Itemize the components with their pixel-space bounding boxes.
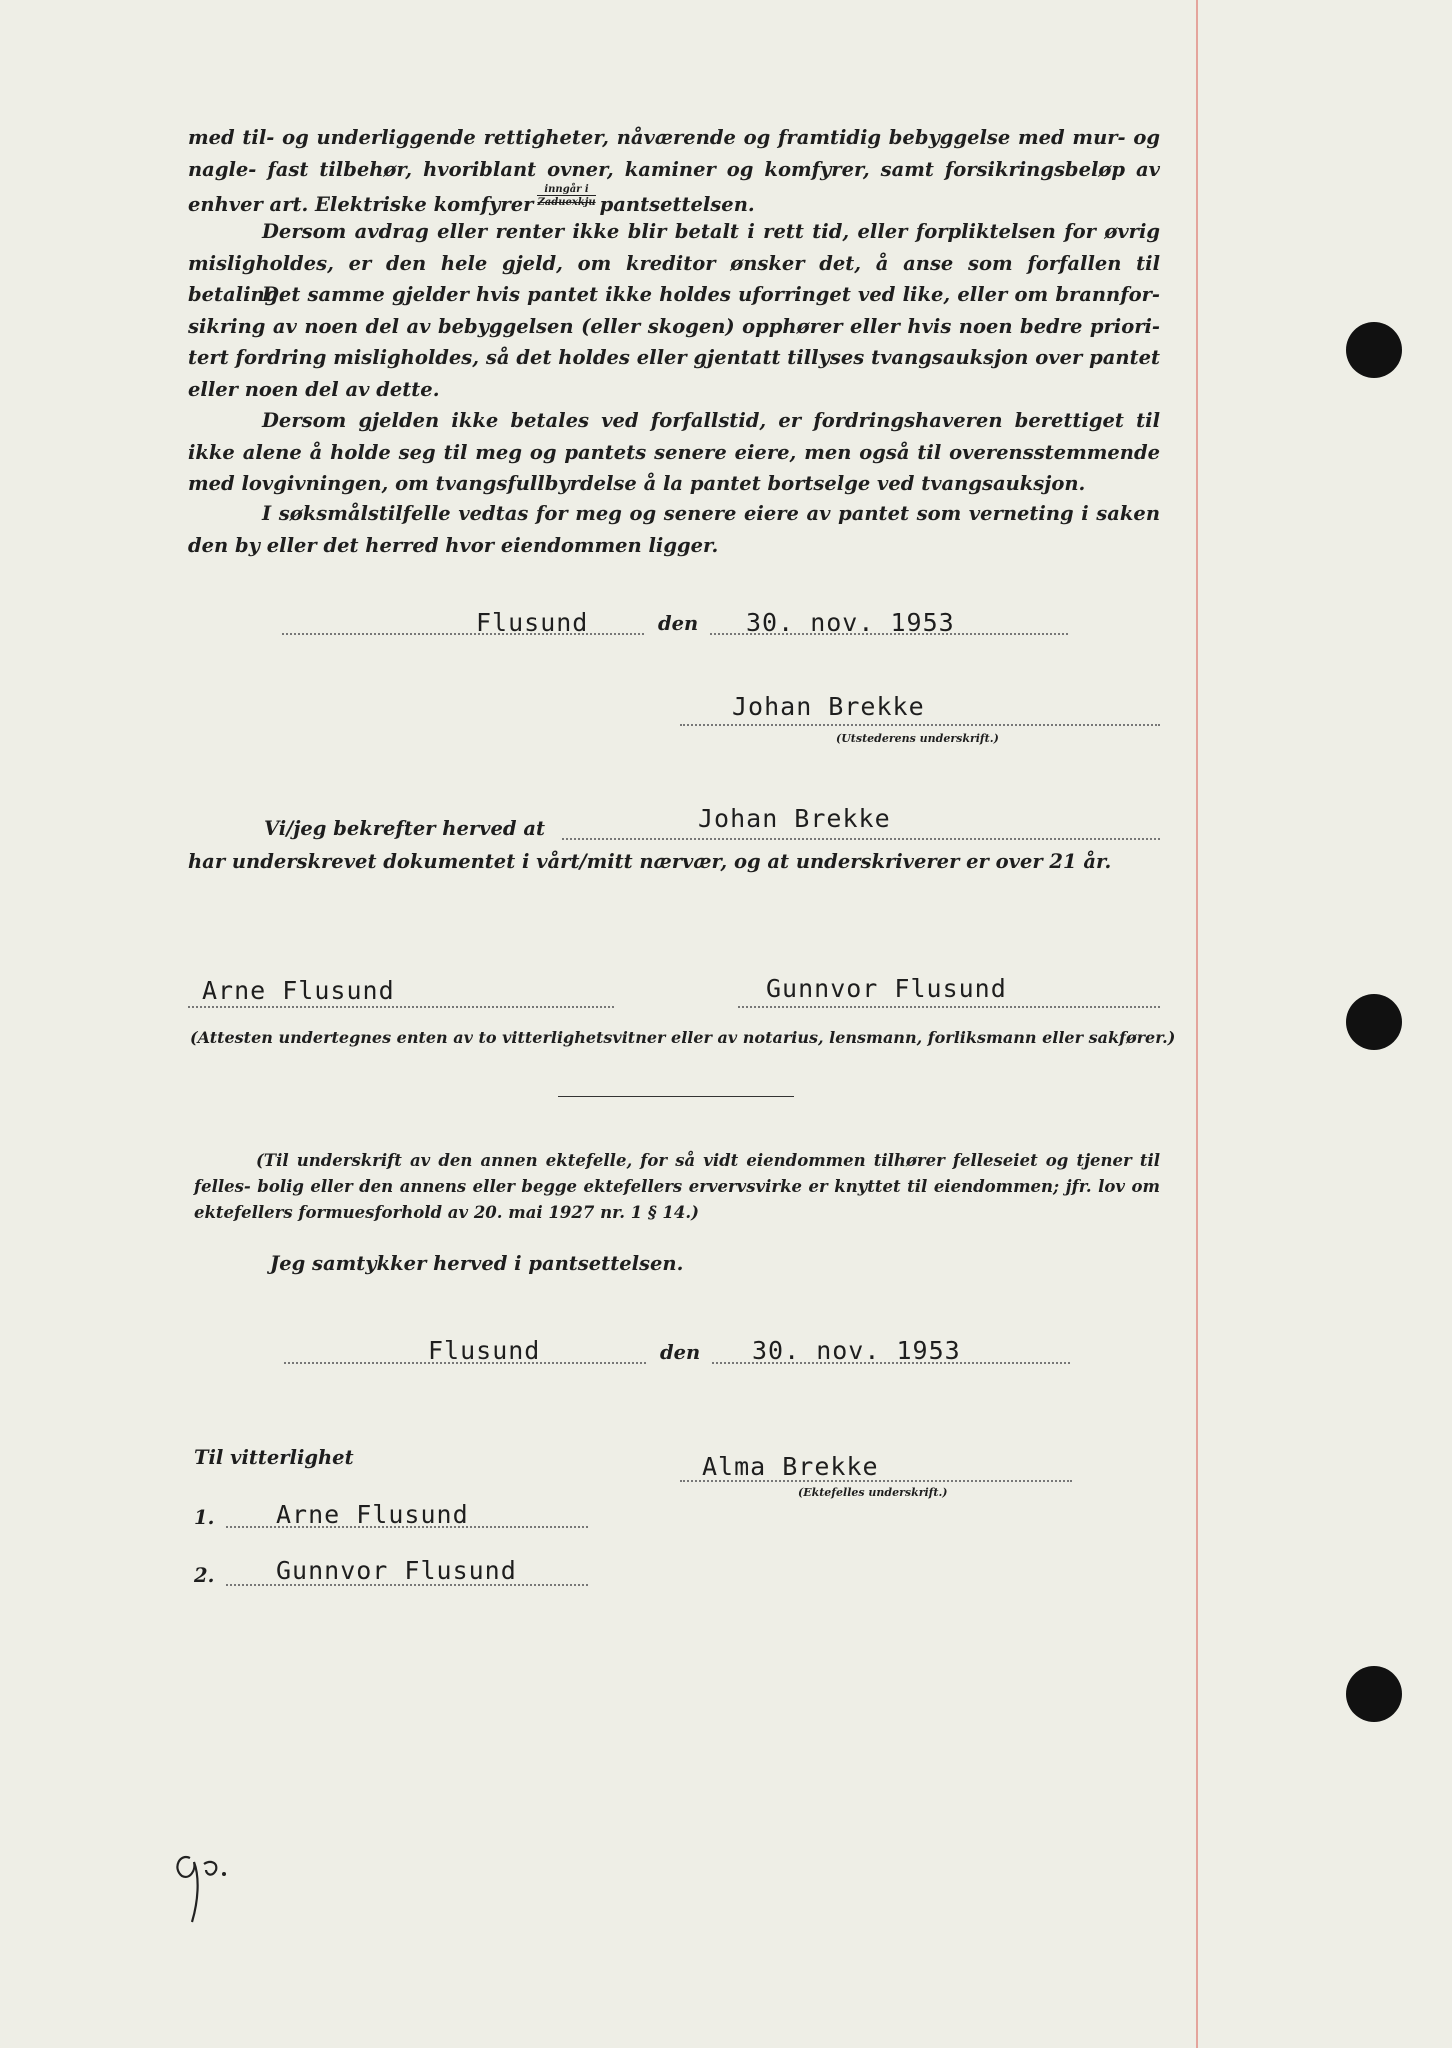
consent-witness-1-line <box>226 1526 588 1528</box>
issuer-signature-line <box>680 724 1160 726</box>
spouse-signature-caption: (Ektefelles underskrift.) <box>798 1486 948 1499</box>
attestation-note: (Attesten undertegnes enten av to vitterlighetsvitner eller av notarius, lensmann, forliksmann eller sakfører.) <box>190 1028 1176 1047</box>
attestation-name-line <box>562 838 1160 840</box>
consent-witness-2-line <box>226 1584 588 1586</box>
clause-paragraph-5: I søksmålstilfelle vedtas for meg og senere eiere av pantet som verneting i saken den by eller det herred hvor eiendommen ligger. <box>188 502 1160 557</box>
issuer-signature: Johan Brekke <box>732 692 925 721</box>
margin-rule <box>1196 0 1198 2048</box>
consent-witness-1: Arne Flusund <box>276 1500 469 1529</box>
witness-1-signature: Arne Flusund <box>202 976 395 1005</box>
spouse-note: (Til underskrift av den annen ektefelle, for så vidt eiendommen tilhører felleseiet og tjener til felles- bolig eller den annens eller begge ektefellers ervervsvirke er knyttet til eiendommen; jfr. lov om ektefellers formuesforhold av 20. mai 1927 nr. 1 § 14.) <box>194 1151 1160 1222</box>
den-label: den <box>658 612 699 635</box>
clause-paragraph-3: Det samme gjelder hvis pantet ikke holdes uforringet ved like, eller om brannfor- sikring av noen del av bebyggelsen (eller skogen) opphører eller hvis noen bedre priori- tert fordring misligholdes, så det holdes eller gjentatt tillyses tvangsauksjon over pantet eller noen del av dette. <box>188 283 1160 401</box>
witness-1-line <box>188 1006 614 1008</box>
handwritten-initials <box>160 1818 240 1928</box>
issuer-signature-caption: (Utstederens underskrift.) <box>836 732 999 745</box>
witness-number-2: 2. <box>194 1564 215 1587</box>
spouse-date: 30. nov. 1953 <box>752 1336 961 1365</box>
punch-hole-bottom <box>1346 1666 1402 1722</box>
issue-date: 30. nov. 1953 <box>746 608 955 637</box>
punch-hole-middle <box>1346 994 1402 1050</box>
attestation-name: Johan Brekke <box>698 804 891 833</box>
issue-place: Flusund <box>476 608 589 637</box>
witness-number-1: 1. <box>194 1506 215 1529</box>
place-line <box>282 633 644 635</box>
spouse-den-label: den <box>660 1341 701 1364</box>
correction-struck: Zaduexkju <box>537 197 596 209</box>
punch-hole-top <box>1346 322 1402 378</box>
witness-2-signature: Gunnvor Flusund <box>766 974 1007 1003</box>
spouse-place: Flusund <box>428 1336 541 1365</box>
spouse-signature-line <box>680 1480 1072 1482</box>
section-separator <box>558 1096 794 1097</box>
clause-paragraph-1 <box>188 122 1160 221</box>
clause-text: med til- og underliggende rettigheter, nåværende og framtidig bebyggelse med mur- og nagle- fast tilbehør, hvoriblant ovner, kaminer og komfyrer, samt forsikringsbeløp av enhver art. Elektriske komfyrer <box>188 126 1160 217</box>
attestation-lead: Vi/jeg bekrefter herved at <box>264 817 545 840</box>
clause-paragraph-2: Dersom avdrag eller renter ikke blir betalt i rett tid, eller forpliktelsen for øvrig misligholdes, er den hele gjeld, om kreditor ønsker det, å anse som forfallen til betaling. <box>188 220 1160 307</box>
witness-2-line <box>738 1006 1160 1008</box>
spouse-consent: Jeg samtykker herved i pantsettelsen. <box>270 1252 684 1275</box>
clause-text-end: pantsettelsen. <box>599 193 755 217</box>
witness-label: Til vitterlighet <box>194 1446 354 1469</box>
attestation-statement: har underskrevet dokumentet i vårt/mitt nærvær, og at underskriverer er over 21 år. <box>188 850 1112 873</box>
correction-inserted: inngår i <box>544 184 589 196</box>
handwritten-correction <box>537 185 595 208</box>
clause-paragraph-4: Dersom gjelden ikke betales ved forfallstid, er fordringshaveren berettiget til ikke alene å holde seg til meg og pantets senere eiere, men også til overensstemmende med lovgivningen, om tvangsfullbyrdelse å la pantet bortselge ved tvangsauksjon. <box>188 409 1160 496</box>
spouse-signature: Alma Brekke <box>702 1452 879 1481</box>
consent-witness-2: Gunnvor Flusund <box>276 1556 517 1585</box>
